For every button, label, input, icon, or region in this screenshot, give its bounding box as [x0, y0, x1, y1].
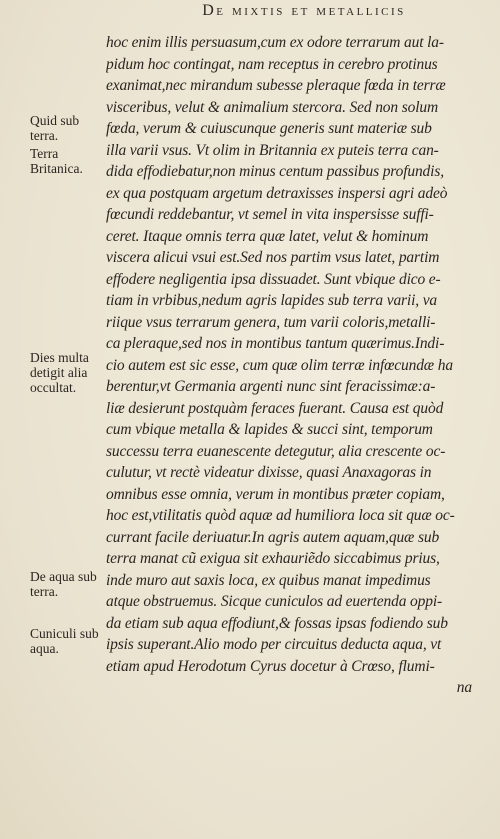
text-line: tiam in vrbibus,nedum agris lapides sub terra varii, va [106, 292, 438, 309]
text-line: liæ desierunt postquàm feraces fuerant. Causa est quòd [106, 399, 444, 417]
text-line: ca pleraque,sed nos in montibus tantum quærimus.Indi- [106, 335, 445, 352]
text-line: omnibus esse omnia, verum in montibus præter copiam, [106, 485, 445, 503]
text-line: dida effodiebatur,non minus centum passibus profundis, [106, 163, 444, 180]
margin-note-de-aqua: De aqua sub terra. [30, 569, 97, 599]
text-line: ceret. Itaque omnis terra quæ latet, velut & hominum [106, 227, 429, 245]
text-line: hoc enim illis persuasum,cum ex odore terrarum aut la- [106, 34, 444, 51]
text-line: ipsis superant.Alio modo per circuitus deducta aqua, vt [106, 636, 442, 653]
text-line: visceribus, velut & animalium stercora. Sed non solum [106, 98, 439, 116]
text-line: effodere negligentia ipsa dissuadet. Sunt vbique dico e- [106, 270, 441, 288]
main-text [106, 32, 486, 699]
text-line: pidum hoc contingat, nam receptus in cerebro protinus [106, 55, 438, 73]
text-line: da etiam sub aqua effodiunt,& fossas ipsas fodiendo sub [106, 614, 448, 632]
text-line: fœcundi reddebantur, vt semel in vita inspersisse suffi- [106, 206, 434, 223]
text-line: fœda, verum & cuiuscunque generis sunt materiæ sub [106, 120, 432, 137]
text-line: cum vbique metalla & lapides & succi sint, temporum [106, 421, 433, 438]
text-line: successu terra euanescente detegutur, alia crescente oc- [106, 442, 446, 460]
margin-note-terra-britanica: Terra Britanica. [30, 146, 83, 176]
text-line: etiam apud Herodotum Cyrus docetur à Crœso, flumi- [106, 657, 435, 675]
catchword: na [456, 679, 472, 696]
margin-note-cuniculi: Cuniculi sub aqua. [30, 626, 99, 656]
text-line: currant facile deriuatur.In agris autem aquam,quæ sub [106, 528, 440, 546]
margin-note-dies-multa: Dies multa detigit alia occultat. [30, 350, 89, 395]
text-line: illa varii vsus. Vt olim in Britannia ex puteis terra can- [106, 141, 439, 159]
text-line: hoc est,vtilitatis quòd aquæ ad humiliora loca sit quæ oc- [106, 507, 455, 524]
text-line: terra manat cũ exigua sit exhauriẽdo siccabimus prius, [106, 550, 440, 567]
text-line: cio autem est sic esse, cum quæ olim terræ infœcundæ ha [106, 356, 453, 374]
running-header: De mixtis et metallicis [202, 2, 406, 19]
text-line: ex qua postquam argetum detraxisses inspersi agri adeò [106, 184, 448, 202]
text-line: culutur, vt rectè videatur dixisse, quasi Anaxagoras in [106, 464, 432, 481]
text-line: riique vsus terrarum genera, tum varii coloris,metalli- [106, 313, 436, 331]
text-line: inde muro aut saxis loca, ex quibus manat impedimus [106, 571, 431, 589]
text-line: atque obstruemus. Sicque cuniculos ad euertenda oppi- [106, 593, 443, 610]
text-line: exanimat,nec mirandum subesse pleraque fœda in terræ [106, 77, 446, 94]
margin-note-quid-sub-terra: Quid sub terra. [30, 113, 80, 143]
text-line: viscera alicui vsui est.Sed nos partim vsus latet, partim [106, 249, 440, 266]
text-line: berentur,vt Germania argenti nunc sint feracissimæ:a- [106, 378, 436, 395]
